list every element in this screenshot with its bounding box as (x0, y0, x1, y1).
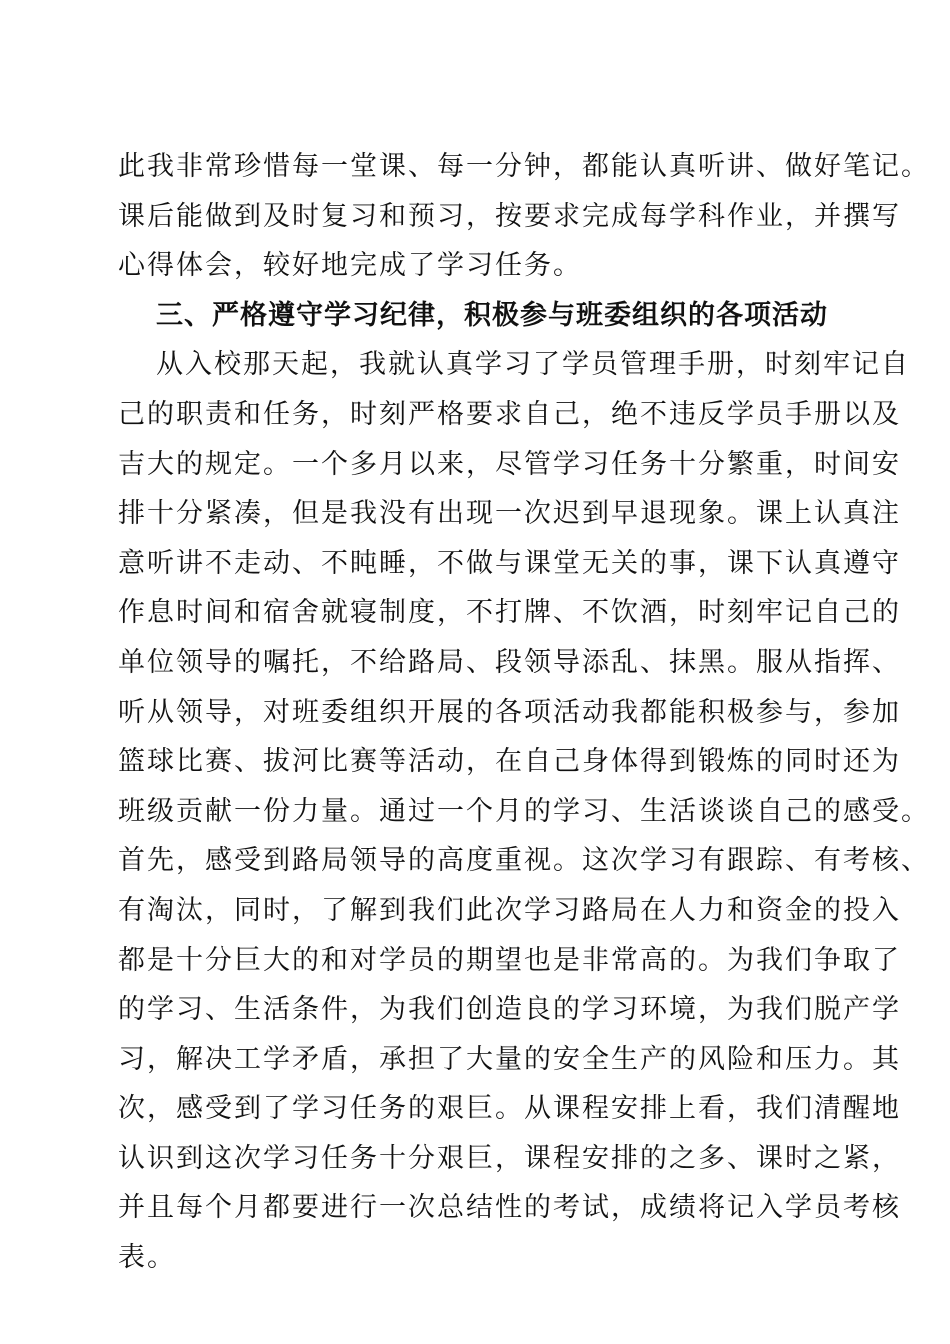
paragraph-line: 表。 (118, 1242, 176, 1274)
paragraph-line: 己的职责和任务，时刻严格要求自己，绝不违反学员手册以及 (118, 398, 901, 430)
paragraph-line: 班级贡献一份力量。通过一个月的学习、生活谈谈自己的感受。 (118, 795, 930, 827)
paragraph-line: 次，感受到了学习任务的艰巨。从课程安排上看，我们清醒地 (118, 1093, 901, 1125)
paragraph-line: 排十分紧凑，但是我没有出现一次迟到早退现象。课上认真注 (118, 498, 901, 530)
document-text (118, 142, 930, 1283)
paragraph-line: 从入校那天起，我就认真学习了学员管理手册，时刻牢记自 (156, 349, 910, 381)
section-heading: 三、严格遵守学习纪律，积极参与班委组织的各项活动 (156, 299, 828, 331)
paragraph-line: 作息时间和宿舍就寝制度，不打牌、不饮酒，时刻牢记自己的 (118, 597, 901, 629)
paragraph-line: 都是十分巨大的和对学员的期望也是非常高的。为我们争取了 (118, 944, 901, 976)
paragraph-line: 篮球比赛、拔河比赛等活动，在自己身体得到锻炼的同时还为 (118, 746, 901, 778)
paragraph-line: 听从领导，对班委组织开展的各项活动我都能积极参与，参加 (118, 696, 901, 728)
paragraph-line: 习，解决工学矛盾，承担了大量的安全生产的风险和压力。其 (118, 1043, 901, 1075)
paragraph-line: 吉大的规定。一个多月以来，尽管学习任务十分繁重，时间安 (118, 448, 901, 480)
paragraph-line: 心得体会，较好地完成了学习任务。 (118, 250, 582, 282)
paragraph-line: 首先，感受到路局领导的高度重视。这次学习有跟踪、有考核、 (118, 845, 930, 877)
paragraph-line: 意听讲不走动、不盹睡，不做与课堂无关的事，课下认真遵守 (118, 547, 901, 579)
paragraph-line: 的学习、生活条件，为我们创造良的学习环境，为我们脱产学 (118, 994, 901, 1026)
paragraph-line: 认识到这次学习任务十分艰巨，课程安排的之多、课时之紧， (118, 1142, 901, 1174)
paragraph-line: 课后能做到及时复习和预习，按要求完成每学科作业，并撰写 (118, 200, 901, 232)
paragraph-line: 有淘汰，同时，了解到我们此次学习路局在人力和资金的投入 (118, 894, 901, 926)
paragraph-line: 此我非常珍惜每一堂课、每一分钟，都能认真听讲、做好笔记。 (118, 151, 930, 182)
paragraph-line: 单位领导的嘱托，不给路局、段领导添乱、抹黑。服从指挥、 (118, 646, 901, 678)
paragraph-line: 并且每个月都要进行一次总结性的考试，成绩将记入学员考核 (118, 1192, 901, 1224)
